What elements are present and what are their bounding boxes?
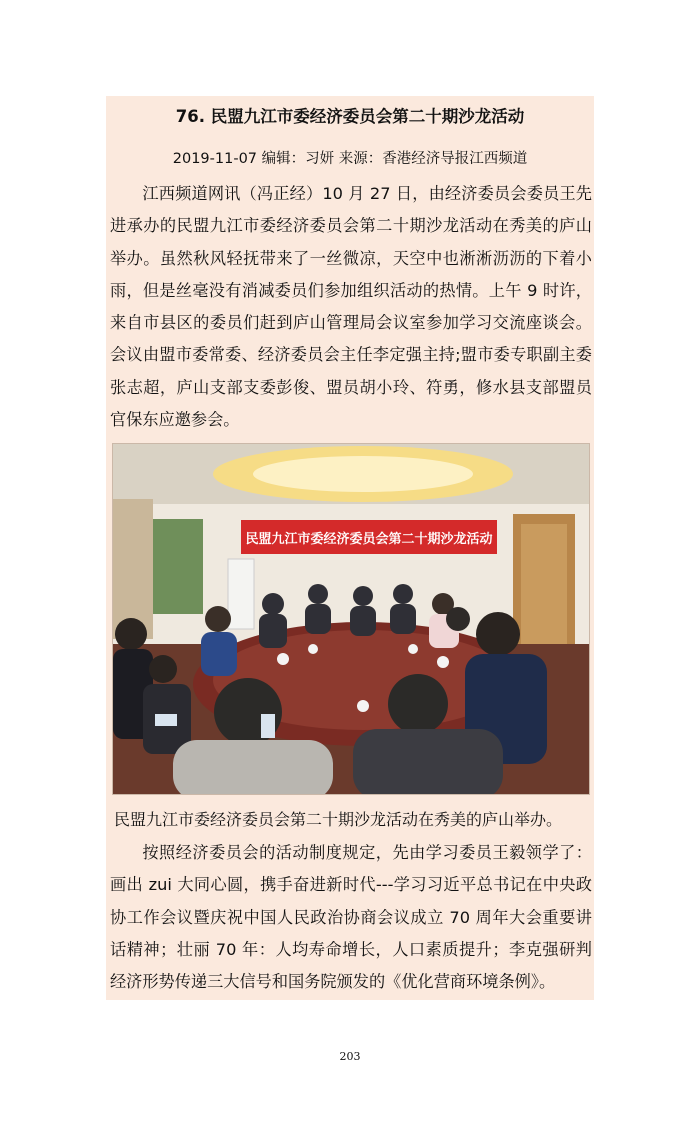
page-number: 203: [339, 1050, 361, 1063]
article-meta: 2019-11-07 编辑：习妍 来源：香港经济导报江西频道: [172, 151, 528, 167]
photo-caption: 民盟九江市委经济委员会第二十期沙龙活动在秀美的庐山举办。: [114, 810, 563, 829]
article-title: 76. 民盟九江市委经济委员会第二十期沙龙活动: [175, 107, 525, 126]
photo-banner-text: 民盟九江市委经济委员会第二十期沙龙活动: [245, 532, 493, 547]
article-paragraph-2: 按照经济委员会的活动制度规定，先由学习委员王毅领学了：画出 zui 大同心圆，携手奋进新时代---学习习近平总书记在中央政协工作会议暨庆祝中国人民政治协商会议成立 70 周年大会重要讲话精神；壮丽 70 年：人均寿命增长，人口素质提升；李克强研判经济形势传递三大信号和国务院颁发的《优化营商环境条例》。: [110, 843, 592, 992]
article-paragraph-1: 江西频道网讯（冯正经）10 月 27 日，由经济委员会委员王先进承办的民盟九江市委经济委员会第二十期沙龙活动在秀美的庐山举办。虽然秋风轻抚带来了一丝微凉，天空中也淅淅沥沥的下着小雨，但是丝毫没有消减委员们参加组织活动的热情。上午 9 时许，来自市县区的委员们赶到庐山管理局会议室参加学习交流座谈会。会议由盟市委常委、经济委员会主任李定强主持;盟市委专职副主委张志超，庐山支部支委彭俊、盟员胡小玲、符勇，修水县支部盟员官保东应邀参会。: [110, 184, 592, 430]
meeting-photo: [112, 443, 590, 795]
